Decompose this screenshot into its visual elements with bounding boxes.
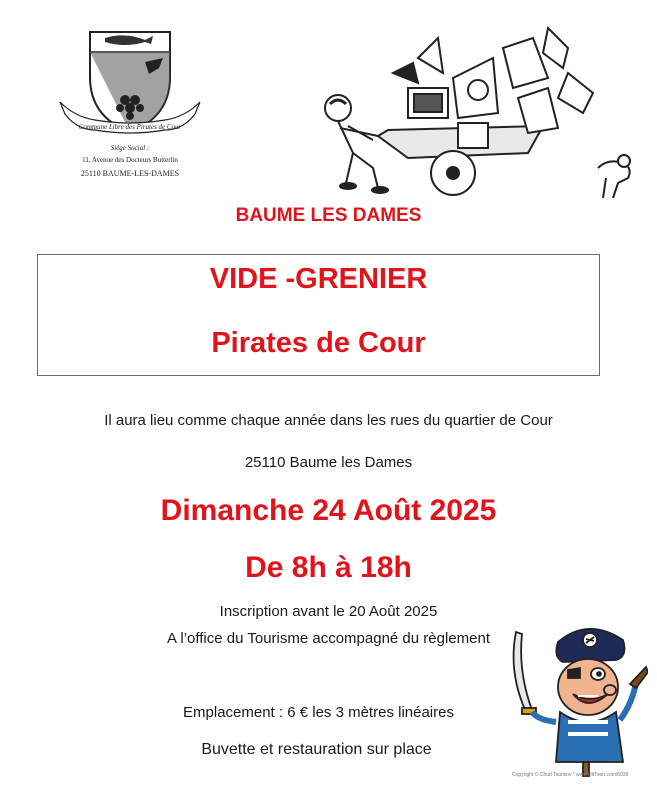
event-subtitle: Pirates de Cour [211, 327, 426, 359]
junk-cart-illustration [318, 18, 648, 203]
illustration-copyright: Copyright © Chud Tsankov * www.HitToon.com/5039 [512, 772, 629, 778]
event-hours: De 8h à 18h [245, 551, 412, 584]
event-title: VIDE -GRENIER [209, 263, 428, 295]
address-street: 11, Avenue des Docteurs Butterlin [82, 156, 178, 164]
catering-info: Buvette et restauration sur place [201, 741, 432, 758]
registration-deadline: Inscription avant le 20 Août 2025 [219, 603, 438, 620]
svg-text:Commune Libre des Pirates de C: Commune Libre des Pirates de Cour [78, 123, 182, 131]
coat-of-arms-icon [55, 22, 205, 142]
association-crest [55, 22, 205, 182]
registration-place: A l’office du Tourisme accompagné du règlement [167, 630, 490, 647]
pirate-illustration [498, 612, 648, 777]
town-heading: BAUME LES DAMES [235, 205, 422, 226]
address-city: 25110 BAUME-LES-DAMES [80, 169, 180, 178]
event-date: Dimanche 24 Août 2025 [160, 494, 497, 527]
event-intro: Il aura lieu comme chaque année dans les rues du quartier de Cour [104, 412, 553, 429]
address-label: Siège Social : [110, 144, 150, 152]
pitch-price: Emplacement : 6 € les 3 mètres linéaires [183, 704, 454, 721]
event-city: 25110 Baume les Dames [244, 454, 413, 471]
